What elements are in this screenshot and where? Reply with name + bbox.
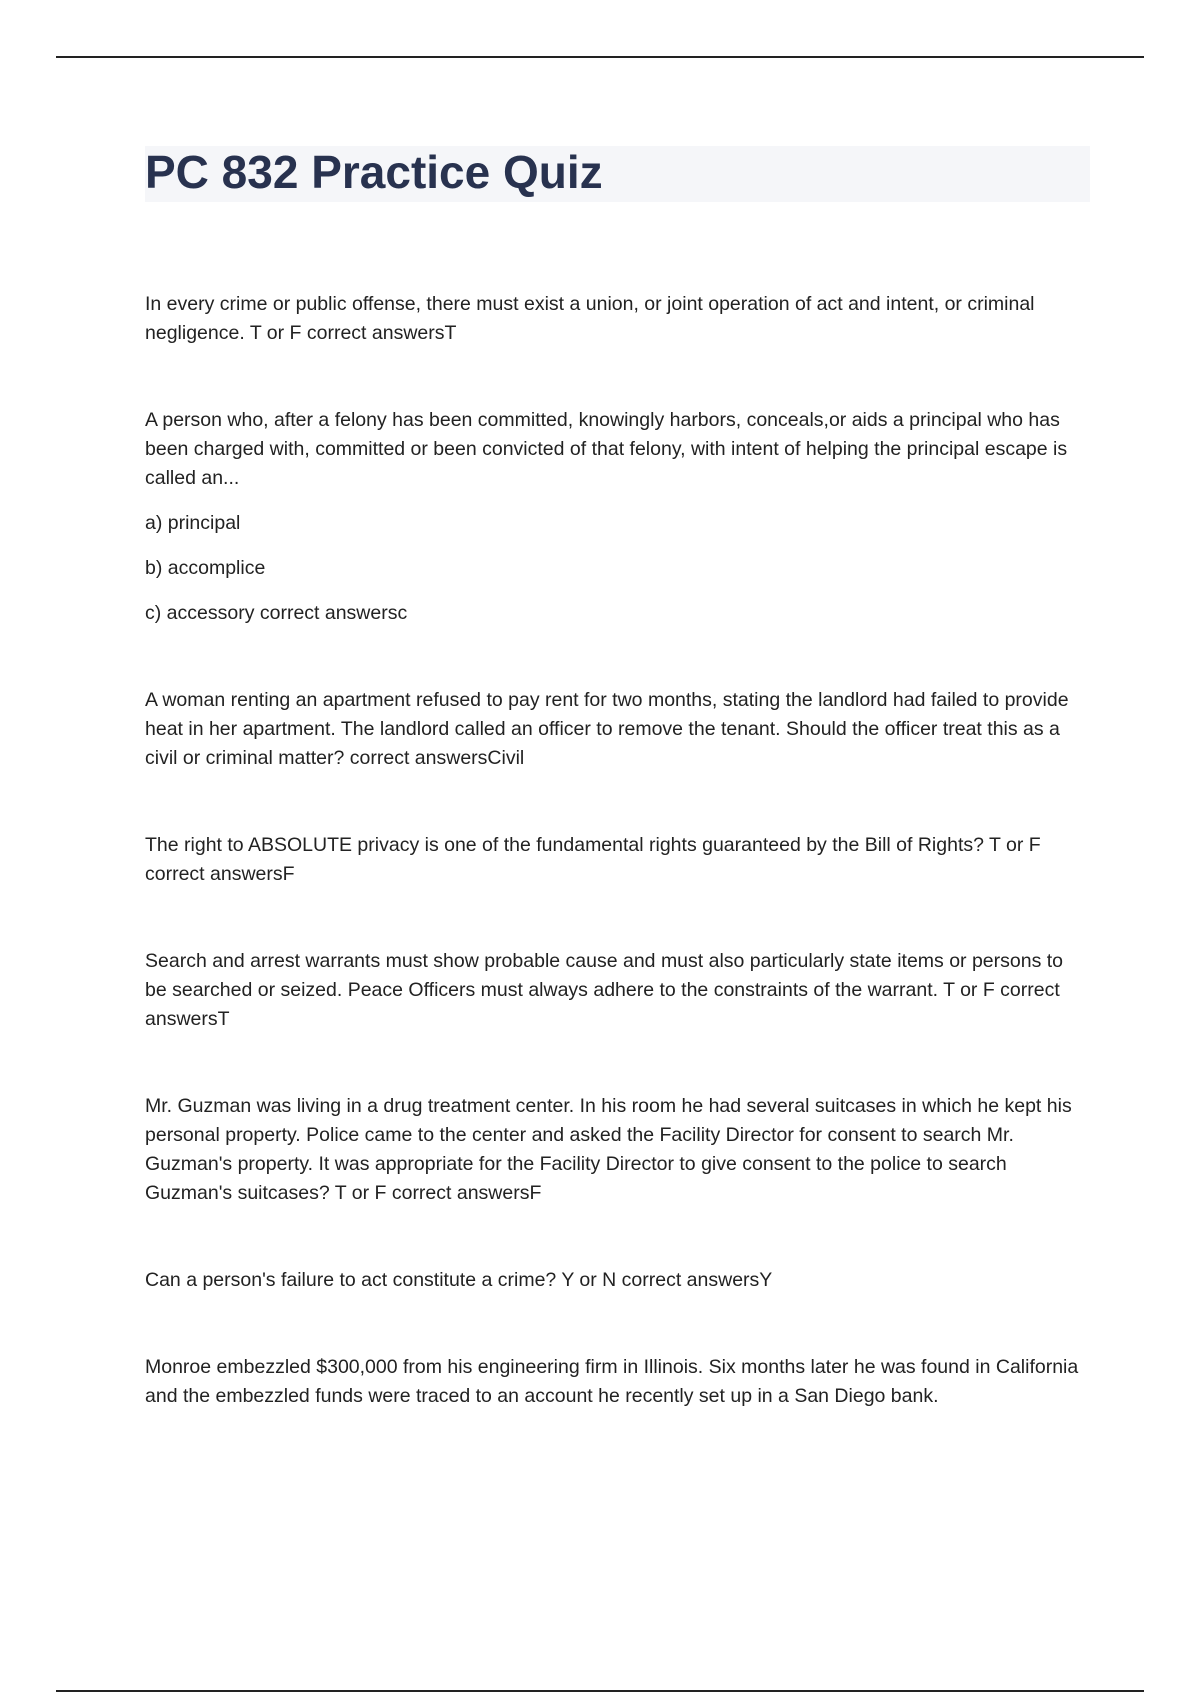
question-7 [145, 1266, 1090, 1295]
question-8 [145, 1353, 1090, 1411]
question-text: Search and arrest warrants must show probable cause and must also particularly state items or persons to be searched or seized. Peace Officers must always adhere to the constraints of the warrant. T or F correct answersT [145, 950, 1064, 1030]
question-5 [145, 947, 1090, 1034]
answer-option-c: c) accessory correct answersc [145, 602, 408, 624]
question-text: In every crime or public offense, there must exist a union, or joint operation of act and intent, or criminal negligence. T or F correct answersT [145, 293, 1035, 344]
answer-option-b: b) accomplice [145, 557, 266, 579]
question-2 [145, 406, 1090, 628]
quiz-content [145, 290, 1090, 1469]
question-text: Monroe embezzled $300,000 from his engineering firm in Illinois. Six months later he was found in California and the embezzled funds were traced to an account he recently set up in a San Diego bank. [145, 1356, 1079, 1407]
question-text: The right to ABSOLUTE privacy is one of the fundamental rights guaranteed by the Bill of Rights? T or F correct answersF [145, 834, 1041, 885]
answer-option-a: a) principal [145, 512, 241, 534]
question-1 [145, 290, 1090, 348]
question-text: A person who, after a felony has been committed, knowingly harbors, conceals,or aids a principal who has been charged with, committed or been convicted of that felony, with intent of helping the principal escape is called an... [145, 409, 1068, 489]
question-text: A woman renting an apartment refused to pay rent for two months, stating the landlord had failed to provide heat in her apartment. The landlord called an officer to remove the tenant. Should the officer treat this as a civil or criminal matter? correct answersCivil [145, 689, 1069, 769]
question-text: Mr. Guzman was living in a drug treatment center. In his room he had several suitcases in which he kept his personal property. Police came to the center and asked the Facility Director for consent to search Mr. Guzman's property. It was appropriate for the Facility Director to give consent to the police to search Guzman's suitcases? T or F correct answersF [145, 1095, 1072, 1204]
page-title: PC 832 Practice Quiz [145, 146, 603, 198]
question-4 [145, 831, 1090, 889]
top-rule [56, 56, 1144, 58]
question-text: Can a person's failure to act constitute a crime? Y or N correct answersY [145, 1269, 773, 1291]
question-3 [145, 686, 1090, 773]
bottom-rule [56, 1690, 1144, 1692]
question-6 [145, 1092, 1090, 1208]
